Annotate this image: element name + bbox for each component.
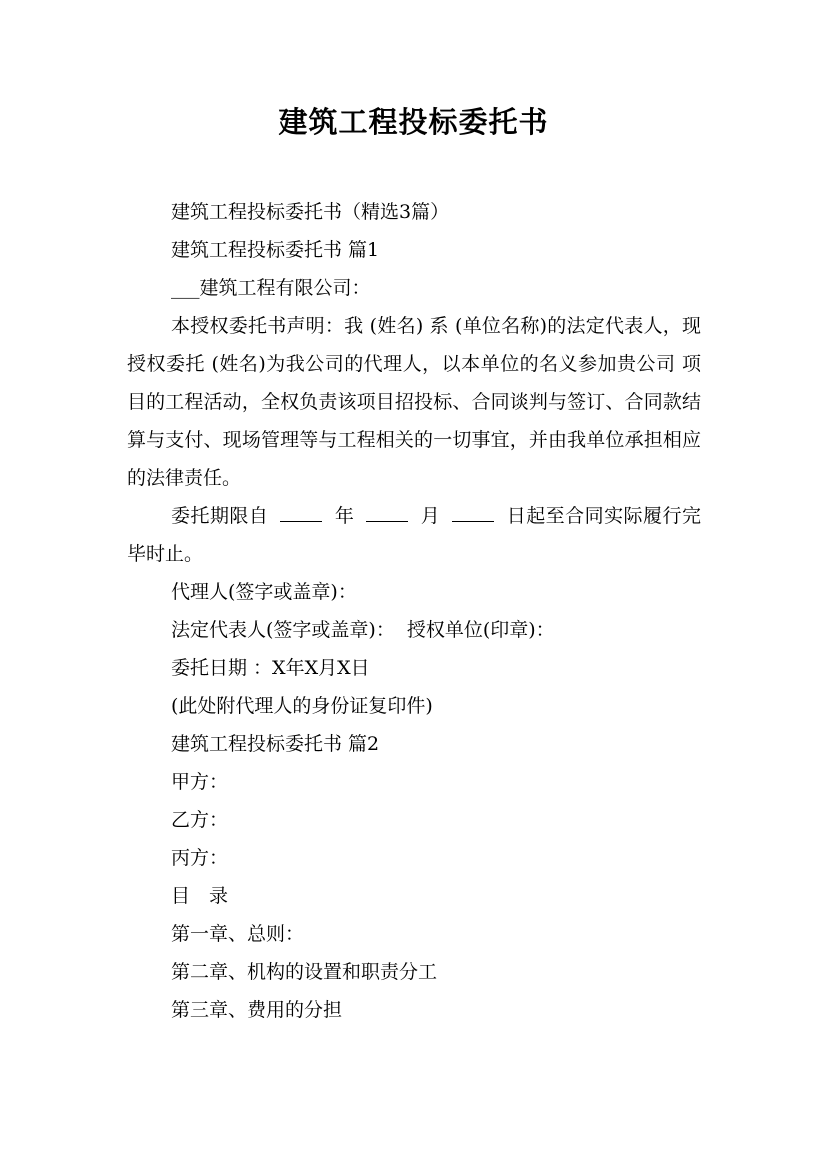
paragraph-agent-signature: 代理人(签字或盖章)：	[171, 581, 357, 603]
paragraph-addressee: ___建筑工程有限公司：	[171, 277, 371, 299]
paragraph-toc-heading: 目 录	[171, 885, 229, 907]
month-blank	[366, 505, 408, 522]
year-blank	[280, 505, 322, 522]
paragraph-subtitle: 建筑工程投标委托书（精选3篇）	[171, 201, 450, 223]
term-start-text: 委托期限自	[171, 505, 269, 527]
document-title: 建筑工程投标委托书	[278, 105, 549, 139]
paragraph-term	[127, 497, 701, 573]
paragraph-id-note: (此处附代理人的身份证复印件)	[171, 695, 433, 717]
paragraph-section-2-heading: 建筑工程投标委托书 篇2	[171, 733, 380, 755]
year-label: 年	[334, 505, 355, 527]
authorizing-unit-label: 授权单位(印章)：	[406, 619, 555, 641]
paragraph-date: 委托日期 ：X年X月X日	[171, 657, 370, 679]
paragraph-party-c: 丙方：	[171, 847, 229, 869]
paragraph-declaration: 本授权委托书声明：我 (姓名) 系 (单位名称)的法定代表人，现授权委托 (姓名)为我公司的代理人，以本单位的名义参加贵公司 项目的工程活动，全权负责该项目招投标、合同谈判与签订、合同款结算与支付、现场管理等与工程相关的一切事宜，并由我单位承担相应的法律责任。	[127, 315, 701, 489]
document-body	[127, 193, 701, 1029]
paragraph-chapter-3: 第三章、费用的分担	[171, 999, 343, 1021]
day-blank	[452, 505, 494, 522]
paragraph-chapter-2: 第二章、机构的设置和职责分工	[171, 961, 438, 983]
legal-rep-label: 法定代表人(签字或盖章)：	[171, 619, 395, 641]
paragraph-party-a: 甲方：	[171, 771, 229, 793]
paragraph-legal-rep-signature	[127, 611, 701, 649]
month-label: 月	[420, 505, 441, 527]
term-end-text: 日起至合同实际履行完毕时止。	[127, 505, 701, 565]
paragraph-chapter-1: 第一章、总则：	[171, 923, 305, 945]
paragraph-section-1-heading: 建筑工程投标委托书 篇1	[171, 239, 380, 261]
paragraph-party-b: 乙方：	[171, 809, 229, 831]
